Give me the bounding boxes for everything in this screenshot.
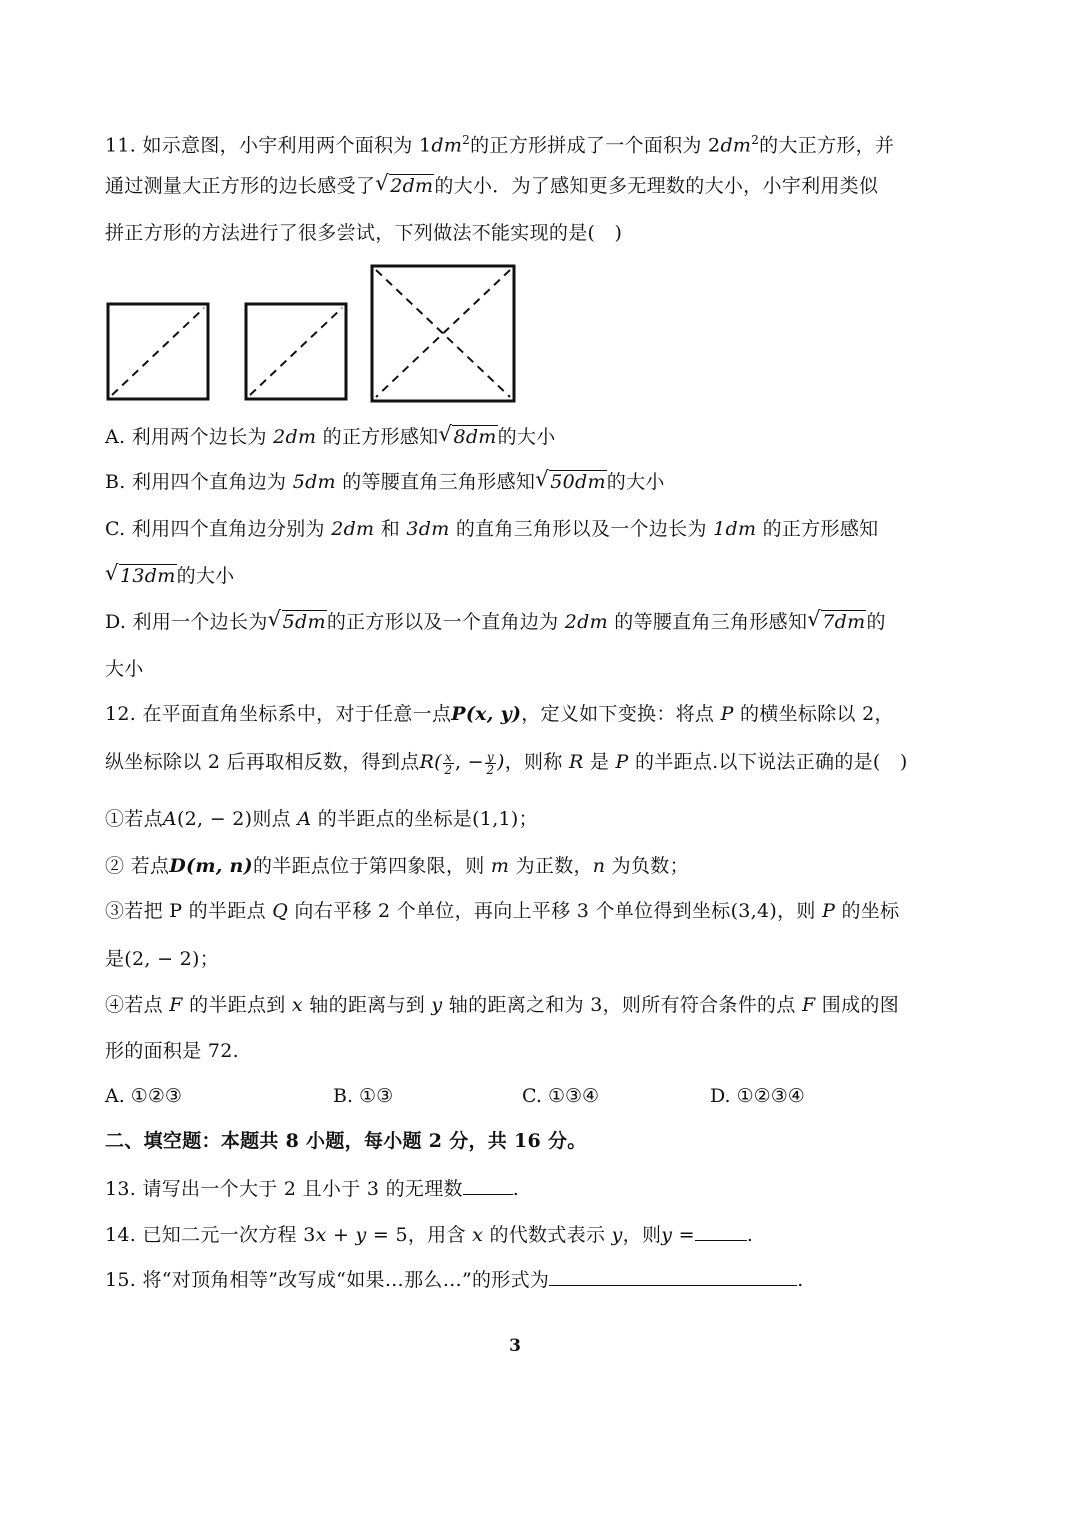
q11-line2: 通过测量大正方形的边长感受了√ 2dm的大小．为了感知更多无理数的大小，小宇利用类似	[105, 173, 878, 199]
q11-option-c-cont: √ 13dm的大小	[105, 563, 234, 589]
q12-statement-4: ④若点 F 的半距点到 x 轴的距离与到 y 轴的距离之和为 3，则所有符合条件的点 F 围成的图	[105, 994, 900, 1016]
sqrt-2dm: √ 2dm	[377, 173, 434, 199]
q12-option-c: C. ①③④	[522, 1085, 600, 1107]
small-square-1	[108, 304, 208, 399]
q12-line2: 纵坐标除以 2 后再取相反数，得到点R( $\frac{x}{2}$ , − $\frac{y}{2}$ )，则称 R 是 P 的半距点.以下说法正确的是( )	[105, 749, 908, 777]
q11-line1: 11. 如示意图，小宇利用两个面积为 $1dm^2$的正方形拼成了一个面积为 $2dm^2$的大正方形，并	[105, 133, 895, 157]
q13: 13. 请写出一个大于 2 且小于 3 的无理数 .	[105, 1178, 520, 1200]
small-square-2	[246, 304, 346, 399]
q14-answer-blank	[695, 1222, 747, 1241]
section-2-heading: 二、填空题：本题共 8 小题，每小题 2 分，共 16 分。	[105, 1130, 587, 1152]
q12-option-b: B. ①③	[333, 1085, 394, 1107]
q11-option-d-cont: 大小	[105, 658, 144, 680]
q12-option-d: D. ①②③④	[710, 1085, 805, 1107]
q12-statement-3: ③若把 P 的半距点 Q 向右平移 2 个单位，再向上平移 3 个单位得到坐标(3,4)，则 P 的坐标	[105, 900, 900, 922]
page-number: 3	[509, 1336, 521, 1356]
q15-answer-blank	[549, 1267, 797, 1286]
q13-answer-blank	[463, 1176, 513, 1195]
q11-line3: 拼正方形的方法进行了很多尝试，下列做法不能实现的是( )	[105, 222, 623, 244]
q12-option-a: A. ①②③	[105, 1085, 182, 1107]
q11-option-a: A. 利用两个边长为 2dm 的正方形感知√ 8dm的大小	[105, 424, 556, 450]
q11-option-d: D. 利用一个边长为√ 5dm的正方形以及一个直角边为 2dm 的等腰直角三角形感知√ 7dm的	[105, 609, 886, 635]
q15: 15. 将“对顶角相等”改写成“如果…那么…”的形式为 .	[105, 1269, 804, 1291]
q11-option-c: C. 利用四个直角边分别为 2dm 和 3dm 的直角三角形以及一个边长为 1dm 的正方形感知	[105, 518, 879, 540]
q12-statement-1: ①若点A(2, − 2)则点 A 的半距点的坐标是(1,1)；	[105, 808, 538, 830]
q12-line1: 12. 在平面直角坐标系中，对于任意一点P(x, y)，定义如下变换：将点 P 的横坐标除以 2，	[105, 703, 894, 725]
squares-figure	[100, 258, 525, 408]
q14: 14. 已知二元一次方程 3x + y = 5，用含 x 的代数式表示 y，则y = .	[105, 1224, 754, 1246]
q12-statement-2: ② 若点D(m, n)的半距点位于第四象限，则 m 为正数，n 为负数；	[105, 855, 689, 877]
q12-statement-4-cont: 形的面积是 72.	[105, 1040, 239, 1062]
q12-statement-3-cont: 是(2, − 2)；	[105, 948, 220, 970]
q11-option-b: B. 利用四个直角边为 5dm 的等腰直角三角形感知√ 50dm的大小	[105, 469, 665, 495]
large-square	[372, 266, 514, 401]
